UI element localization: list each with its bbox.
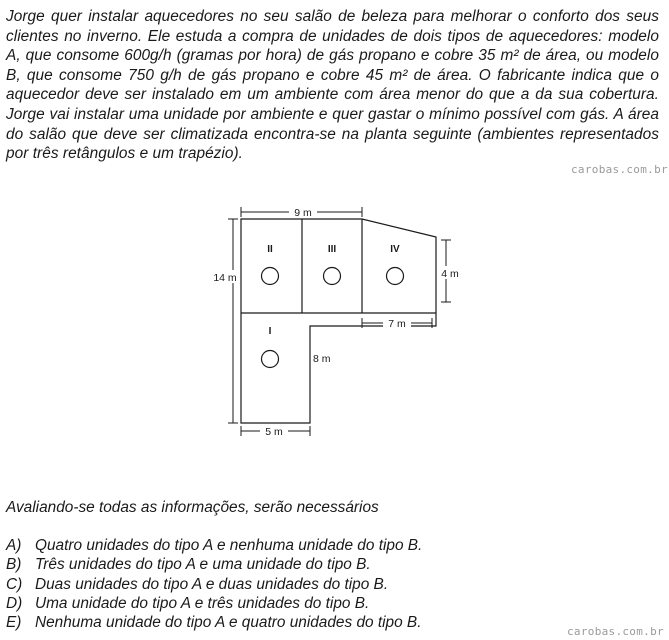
room-label-ii: II <box>267 244 273 255</box>
option-text: Três unidades do tipo A e uma unidade do tipo B. <box>35 556 371 574</box>
option-text: Nenhuma unidade do tipo A e quatro unidades do tipo B. <box>35 614 422 632</box>
dim-bottom <box>241 424 310 438</box>
dim-bottom-label: 5 m <box>265 426 283 438</box>
option-b[interactable] <box>6 555 422 574</box>
dim-right <box>438 240 462 302</box>
heater-circle-i <box>262 351 279 368</box>
dim-mid-label: 7 m <box>388 318 406 330</box>
floor-plan-figure <box>192 196 472 446</box>
answer-options <box>6 536 422 632</box>
dim-mid <box>362 316 432 330</box>
dim-inner-label: 8 m <box>313 353 331 365</box>
option-d[interactable] <box>6 594 422 613</box>
option-text: Duas unidades do tipo A e duas unidades do tipo B. <box>35 575 389 593</box>
heater-circle-iv <box>387 268 404 285</box>
question-prompt: Avaliando-se todas as informações, serão necessários <box>6 499 379 516</box>
option-letter: B) <box>6 556 22 574</box>
option-letter: A) <box>6 537 22 554</box>
option-letter: E) <box>6 614 22 632</box>
option-letter: C) <box>6 575 23 593</box>
option-text: Quatro unidades do tipo A e nenhuma unidade do tipo B. <box>35 537 423 554</box>
room-label-iii: III <box>327 244 337 255</box>
option-e[interactable] <box>6 613 422 632</box>
option-text: Uma unidade do tipo A e três unidades do tipo B. <box>35 594 370 612</box>
option-a[interactable] <box>6 536 422 555</box>
dim-left-label: 14 m <box>213 272 237 284</box>
watermark-top: carobas.com.br <box>571 163 668 176</box>
room-label-iv: IV <box>390 244 400 255</box>
problem-statement: Jorge quer instalar aquecedores no seu salão de beleza para melhorar o conforto dos seus clientes no inverno. Ele estuda a compra de unidades de dois tipos de aquecedores: modelo A, que consome 600g/h (gramas por hora) de gás propano e cobre 35 m² de área, ou modelo B, que consome 750 g/h de gás propano e cobre 45 m² de área. O fabricante indica que o aquecedor deve ser instalado em um ambiente com área menor do que a da sua cobertura. Jorge vai instalar uma unidade por ambiente e quer gastar o mínimo possível com gás. A área do salão que deve ser climatizada encontra-se na planta seguinte (ambientes representados por três retângulos e um trapézio). <box>6 8 659 163</box>
dim-right-label: 4 m <box>441 268 459 280</box>
option-letter: D) <box>6 594 23 612</box>
dim-left <box>210 219 240 423</box>
option-c[interactable] <box>6 575 422 594</box>
watermark-bottom: carobas.com.br <box>567 625 664 638</box>
heater-circle-iii <box>324 268 341 285</box>
dim-top-label: 9 m <box>294 207 312 219</box>
room-label-i: I <box>268 326 272 337</box>
dim-top <box>241 205 362 219</box>
heater-circle-ii <box>262 268 279 285</box>
